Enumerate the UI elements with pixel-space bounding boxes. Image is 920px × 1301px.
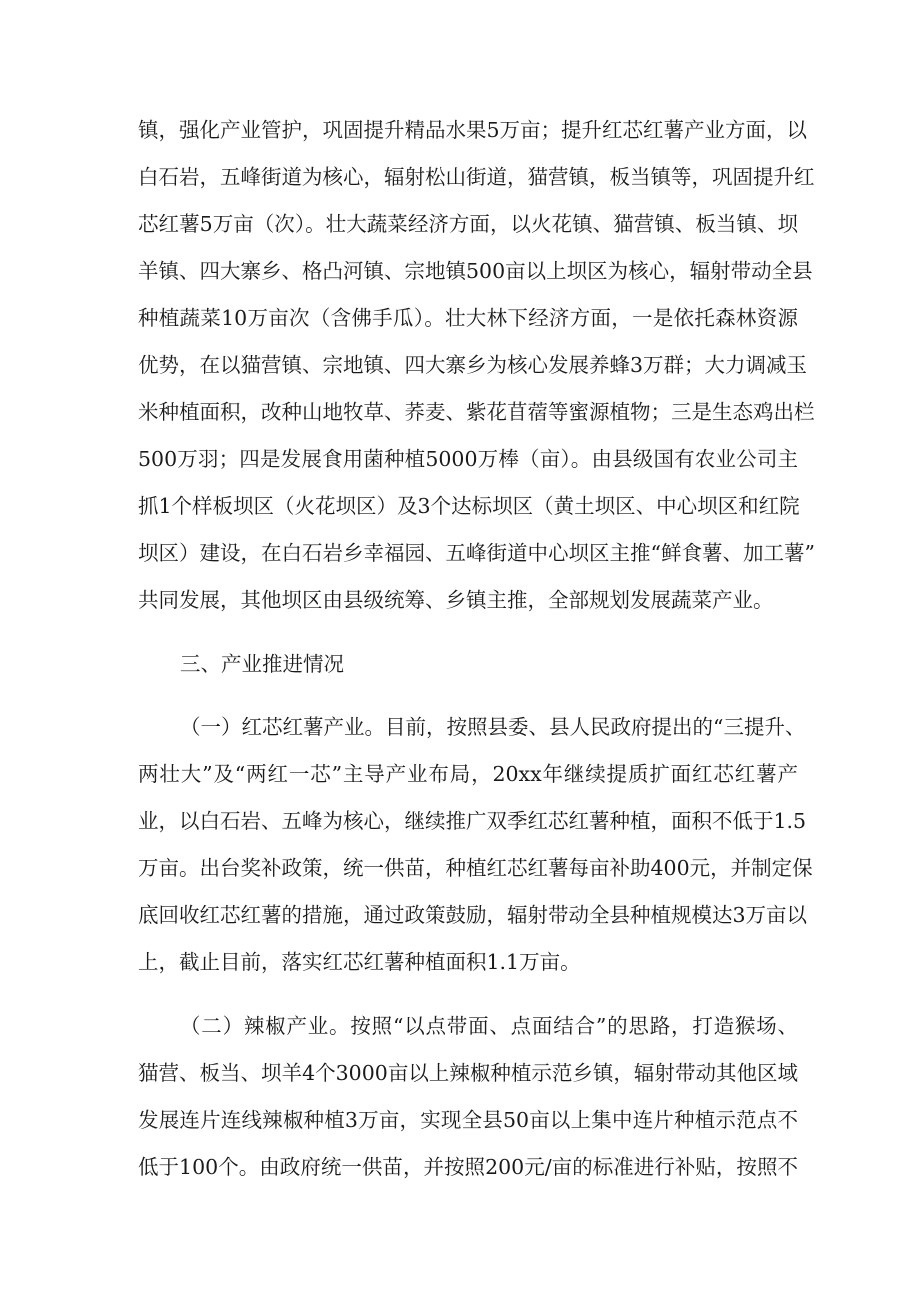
body-text-line: 羊镇、四大寨乡、格凸河镇、宗地镇500亩以上坝区为核心，辐射带动全县	[138, 259, 813, 283]
body-text-line: 发展连片连线辣椒种植3万亩，实现全县50亩以上集中连片种植示范点不	[138, 1108, 798, 1132]
body-text-line: 优势，在以猫营镇、宗地镇、四大寨乡为核心发展养蜂3万群；大力调减玉	[138, 353, 808, 377]
body-text-line: 两壮大”及“两红一芯”主导产业布局，20xx年继续提质扩面红芯红薯产	[138, 762, 798, 786]
body-text-line: 低于100个。由政府统一供苗，并按照200元/亩的标准进行补贴，按照不	[138, 1155, 798, 1179]
body-text-line: 猫营、板当、坝羊4个3000亩以上辣椒种植示范乡镇，辐射带动其他区域	[138, 1061, 798, 1085]
body-text-line: 镇，强化产业管护，巩固提升精品水果5万亩；提升红芯红薯产业方面，以	[138, 118, 808, 142]
body-text-line: 底回收红芯红薯的措施，通过政策鼓励，辐射带动全县种植规模达3万亩以	[138, 903, 808, 927]
body-text-line: 500万羽；四是发展食用菌种植5000万棒（亩）。由县级国有农业公司主	[138, 447, 798, 471]
body-text-line: 坝区）建设，在白石岩乡幸福园、五峰街道中心坝区主推“鲜食薯、加工薯”	[138, 541, 815, 565]
section-heading: 三、产业推进情况	[180, 652, 344, 676]
body-text-line: 万亩。出台奖补政策，统一供苗，种植红芯红薯每亩补助400元，并制定保	[138, 856, 813, 880]
body-text-line: 白石岩，五峰街道为核心，辐射松山街道，猫营镇，板当镇等，巩固提升红	[138, 165, 815, 189]
body-text-line: 业，以白石岩、五峰为核心，继续推广双季红芯红薯种植，面积不低于1.5	[138, 809, 807, 833]
body-text-line: 米种植面积，改种山地牧草、荞麦、紫花苜蓿等蜜源植物；三是生态鸡出栏	[138, 400, 815, 424]
body-text-line: 抓1个样板坝区（火花坝区）及3个达标坝区（黄土坝区、中心坝区和红院	[138, 494, 800, 518]
body-text-line: 上，截止目前，落实红芯红薯种植面积1.1万亩。	[138, 950, 581, 974]
body-text-line: 芯红薯5万亩（次）。壮大蔬菜经济方面，以火花镇、猫营镇、板当镇、坝	[138, 212, 798, 236]
body-text-line: （一）红芯红薯产业。目前，按照县委、县人民政府提出的“三提升、	[180, 715, 806, 739]
body-text-line: 共同发展，其他坝区由县级统筹、乡镇主推，全部规划发展蔬菜产业。	[138, 588, 774, 612]
body-text-line: （二）辣椒产业。按照“以点带面、点面结合”的思路，打造猴场、	[180, 1014, 798, 1038]
body-text-line: 种植蔬菜10万亩次（含佛手瓜）。壮大林下经济方面，一是依托森林资源	[138, 306, 798, 330]
